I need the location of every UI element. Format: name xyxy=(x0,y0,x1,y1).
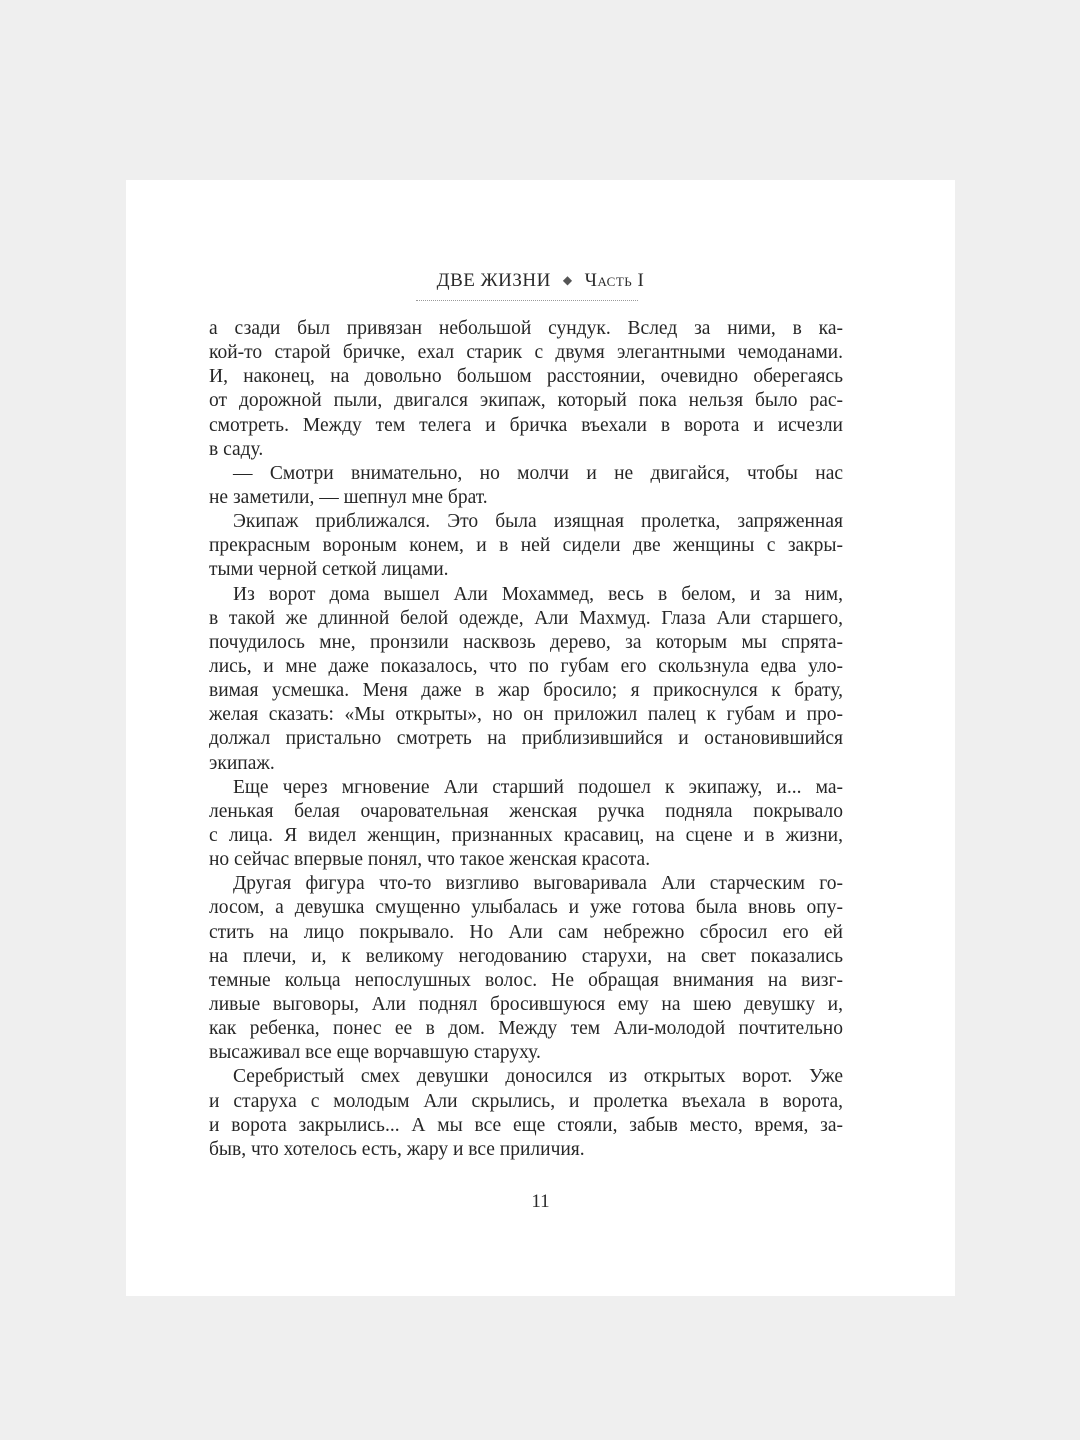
text-line: — Смотри внимательно, но молчи и не двигайся, чтобы нас xyxy=(233,462,843,484)
text-line: темные кольца непослушных волос. Не обращая внимания на визг- xyxy=(209,969,843,991)
text-line: от дорожной пыли, двигался экипаж, который пока нельзя было рас- xyxy=(209,390,843,412)
text-line: кой-то старой бричке, ехал старик с двумя элегантными чемоданами. xyxy=(209,342,843,364)
text-line: Другая фигура что-то визгливо выговаривала Али старческим го- xyxy=(233,873,843,895)
text-line: как ребенка, понес ее в дом. Между тем Али-молодой почтительно xyxy=(209,1018,843,1040)
book-title: ДВЕ ЖИЗНИ xyxy=(436,270,551,291)
text-line: но сейчас впервые понял, что такое женская красота. xyxy=(209,849,651,871)
text-line: а сзади был привязан небольшой сундук. Вслед за ними, в ка- xyxy=(209,318,843,339)
header-rule xyxy=(416,300,638,301)
text-line: быв, что хотелось есть, жару и все приличия. xyxy=(209,1138,585,1160)
text-line: лосом, а девушка смущенно улыбалась и уже готова была вновь опу- xyxy=(209,897,843,919)
part-label: Часть I xyxy=(584,270,645,291)
text-line: Экипаж приближался. Это была изящная пролетка, запряженная xyxy=(233,511,843,533)
text-line: ленькая белая очаровательная женская ручка подняла покрывало xyxy=(209,800,843,822)
text-line: прекрасным вороным конем, и в ней сидели две женщины с закры- xyxy=(209,535,843,557)
book-page xyxy=(126,180,955,1296)
text-line: тыми черной сеткой лицами. xyxy=(209,559,449,581)
page-number: 11 xyxy=(531,1191,550,1212)
text-line: почудилось мне, пронзили насквозь дерево, за которым мы спрята- xyxy=(209,631,843,653)
text-line: ливые выговоры, Али поднял бросившуюся ему на шею девушку и, xyxy=(209,993,843,1015)
text-line: и старуха с молодым Али скрылись, и пролетка въехала в ворота, xyxy=(209,1090,843,1112)
text-line: экипаж. xyxy=(209,752,275,774)
text-line: не заметили, — шепнул мне брат. xyxy=(209,486,488,508)
text-line: желая сказать: «Мы открыты», но он приложил палец к губам и про- xyxy=(209,704,843,726)
text-line: вимая усмешка. Меня даже в жар бросило; я прикоснулся к брату, xyxy=(209,680,843,702)
text-line: Серебристый смех девушки доносился из открытых ворот. Уже xyxy=(233,1066,843,1088)
text-line: лись, и мне даже показалось, что по губам его скользнула едва уло- xyxy=(209,655,843,677)
running-head xyxy=(126,270,955,300)
text-line: смотреть. Между тем телега и бричка въехали в ворота и исчезли xyxy=(209,414,843,436)
body-text xyxy=(209,317,843,1162)
text-line: стить на лицо покрывало. Но Али сам небрежно сбросил его ей xyxy=(209,921,843,943)
text-line: на плечи, и, к великому негодованию старухи, на свет показались xyxy=(209,945,843,967)
text-line: Из ворот дома вышел Али Мохаммед, весь в белом, и за ним, xyxy=(233,583,843,605)
text-line: в саду. xyxy=(209,438,264,460)
text-line: И, наконец, на довольно большом расстоянии, очевидно оберегаясь xyxy=(209,366,843,388)
text-line: высаживал все еще ворчавшую старуху. xyxy=(209,1042,541,1064)
text-line: в такой же длинной белой одежде, Али Махмуд. Глаза Али старшего, xyxy=(209,607,843,629)
text-line: должал пристально смотреть на приблизившийся и остановившийся xyxy=(209,728,843,750)
diamond-ornament-icon: ◆ xyxy=(562,273,573,287)
text-line: Еще через мгновение Али старший подошел к экипажу, и... ма- xyxy=(233,776,843,798)
text-line: и ворота закрылись... А мы все еще стояли, забыв место, время, за- xyxy=(209,1114,843,1136)
text-line: с лица. Я видел женщин, признанных красавиц, на сцене и в жизни, xyxy=(209,824,843,846)
